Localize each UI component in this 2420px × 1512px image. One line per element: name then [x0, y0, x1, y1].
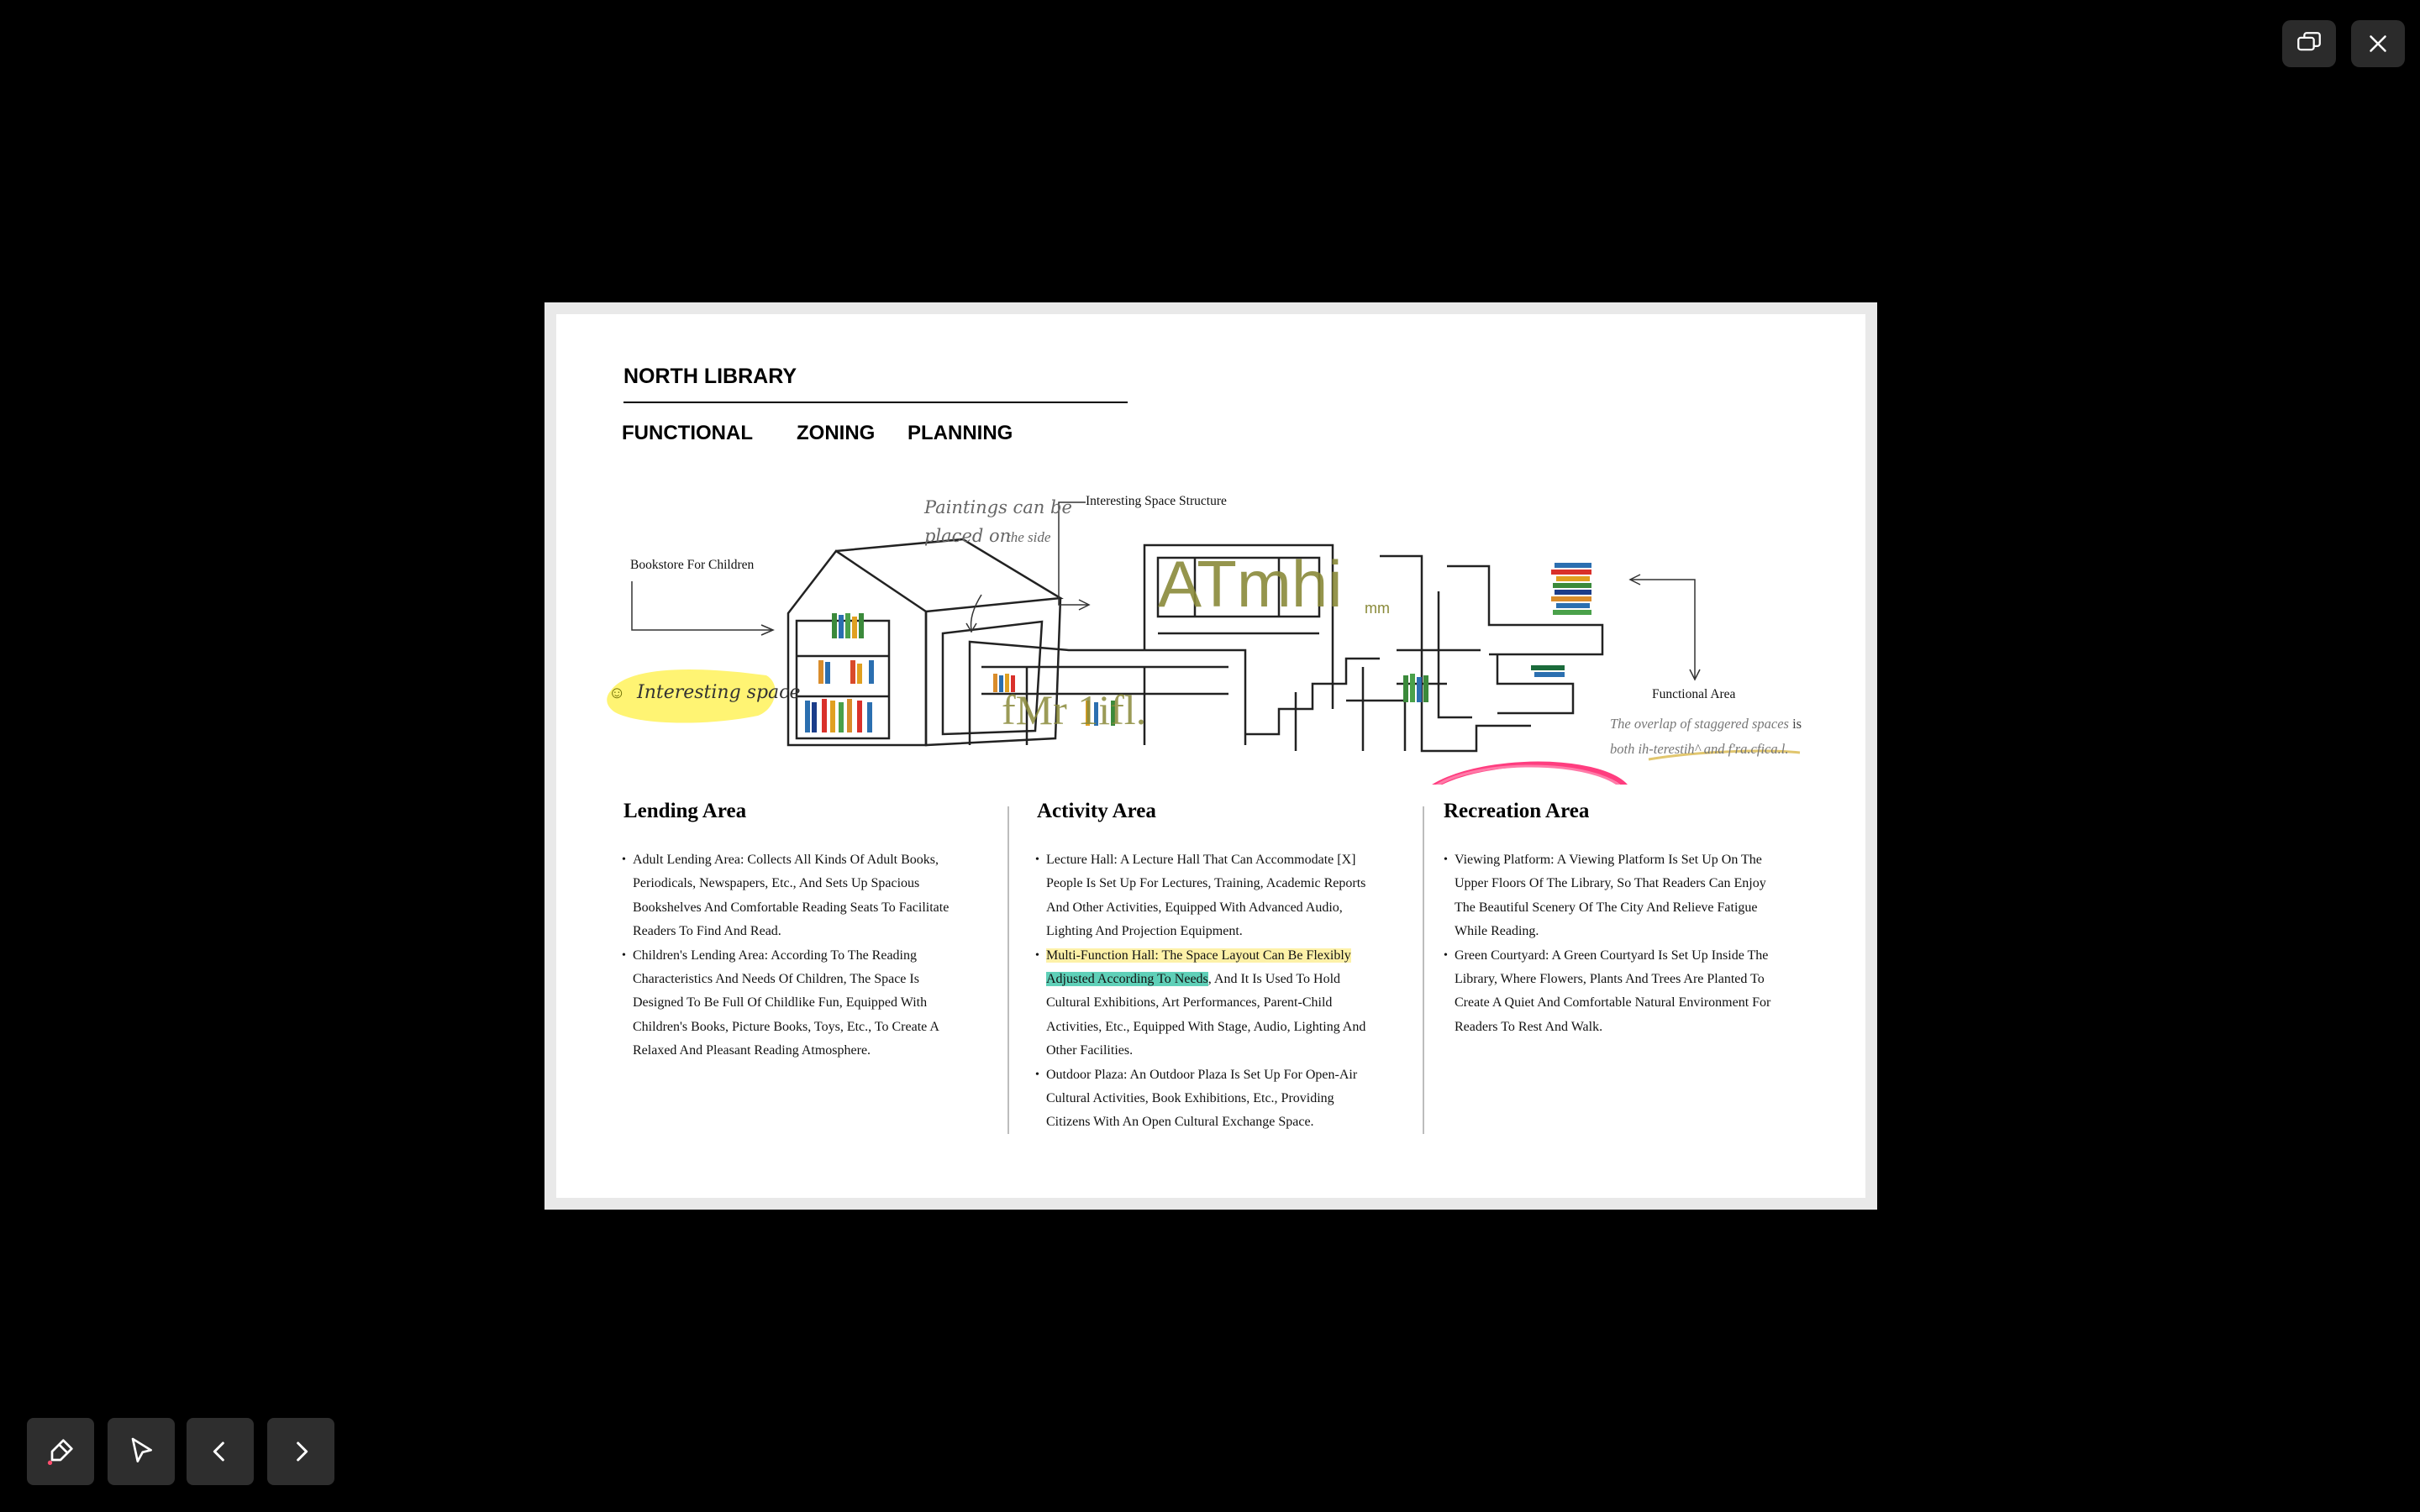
column-divider — [1423, 806, 1424, 1134]
chevron-left-icon — [203, 1435, 237, 1468]
annotation-overlap-line1 — [1610, 716, 1802, 732]
close-button[interactable] — [2351, 20, 2405, 67]
annotation-overlap-line1a: The overlap of staggered spaces — [1610, 716, 1789, 732]
list-item: • Lecture Hall: A Lecture Hall That Can Accommodate [X] People Is Set Up For Lectures, Training, Academic Reports And Other Activities, Equipped With Advanced Audio, Lighting And Projection Equipment. — [1035, 848, 1376, 944]
list-item — [1035, 944, 1376, 1063]
highlight-yellow: Multi-Function Hall: The Space Layout Can Be Flexibly — [1046, 948, 1351, 963]
annotation-paintings-line2a: placed on — [924, 526, 1012, 546]
screen-mirror-button[interactable] — [2282, 20, 2336, 67]
annotation-handwriting-big: ATmhi — [1158, 547, 1343, 621]
pointer-tool-icon — [124, 1435, 158, 1468]
list-item-rest: , And It Is Used To Hold Cultural Exhibitions, Art Performances, Parent-Child Activities, Etc., Equipped With Stage, Audio, Lighting And Other Facilities. — [1046, 972, 1366, 1058]
annotation-handwriting-lower: fMr 1ifl. — [1002, 686, 1147, 733]
annotation-interesting-space: Interesting space — [637, 682, 801, 703]
callout-functional-area: Functional Area — [1652, 687, 1736, 701]
activity-area-title: Activity Area — [1037, 800, 1156, 822]
smiley-icon: ☺ — [608, 684, 626, 702]
lending-area-title: Lending Area — [623, 800, 747, 822]
pen-tool-icon — [44, 1435, 77, 1468]
highlight-green: Adjusted According To Needs — [1046, 972, 1208, 987]
activity-area-list — [1035, 848, 1376, 1135]
list-item: • Green Courtyard: A Green Courtyard Is Set Up Inside The Library, Where Flowers, Plants And Trees Are Planted To Create A Quiet And Comfortable Natural Environment For Readers To Rest And Walk. — [1444, 944, 1780, 1040]
annotation-paintings-line1: Paintings can be — [924, 497, 1072, 517]
subtitle-zoning: ZONING — [797, 422, 876, 444]
annotation-handwriting-small: mm — [1365, 600, 1390, 617]
slide-title: NORTH LIBRARY — [623, 365, 797, 388]
callout-interesting-structure: Interesting Space Structure — [1086, 494, 1227, 508]
chevron-right-icon — [284, 1435, 318, 1468]
next-button[interactable] — [267, 1418, 334, 1485]
recreation-area-list — [1444, 848, 1780, 1039]
callout-bookstore: Bookstore For Children — [630, 558, 755, 572]
column-divider — [1007, 806, 1009, 1134]
close-icon — [2364, 29, 2392, 58]
annotation-overlap-line2: both ih-terestih^ and f'ra.cfica.l. — [1610, 741, 1789, 757]
pointer-tool-button[interactable] — [108, 1418, 175, 1485]
slide — [556, 314, 1865, 1198]
list-item: • Adult Lending Area: Collects All Kinds Of Adult Books, Periodicals, Newspapers, Etc., And Sets Up Spacious Bookshelves And Comfortable Reading Seats To Facilitate Readers To Find And Read. — [622, 848, 958, 944]
subtitle-planning: PLANNING — [908, 422, 1013, 444]
subtitle-functional: FUNCTIONAL — [622, 422, 753, 444]
list-item: • Viewing Platform: A Viewing Platform Is Set Up On The Upper Floors Of The Library, So That Readers Can Enjoy The Beautiful Scenery Of The City And Relieve Fatigue While Reading. — [1444, 848, 1780, 944]
recreation-area-title: Recreation Area — [1444, 800, 1590, 822]
annotation-overlap-line1b: is — [1792, 716, 1802, 732]
annotation-paintings-line2b: the side — [1007, 529, 1051, 545]
previous-button[interactable] — [187, 1418, 254, 1485]
slide-frame — [544, 302, 1877, 1210]
pen-tool-button[interactable] — [27, 1418, 94, 1485]
screens-icon — [2295, 29, 2323, 58]
lending-area-list — [622, 848, 958, 1063]
list-item: • Children's Lending Area: According To The Reading Characteristics And Needs Of Children, The Space Is Designed To Be Full Of Childlike Fun, Equipped With Children's Books, Picture Books, Toys, Etc., To Create A Relaxed And Pleasant Reading Atmosphere. — [622, 944, 958, 1063]
list-item: • Outdoor Plaza: An Outdoor Plaza Is Set Up For Open-Air Cultural Activities, Book Exhibitions, Etc., Providing Citizens With An Open Cultural Exchange Space. — [1035, 1063, 1376, 1135]
